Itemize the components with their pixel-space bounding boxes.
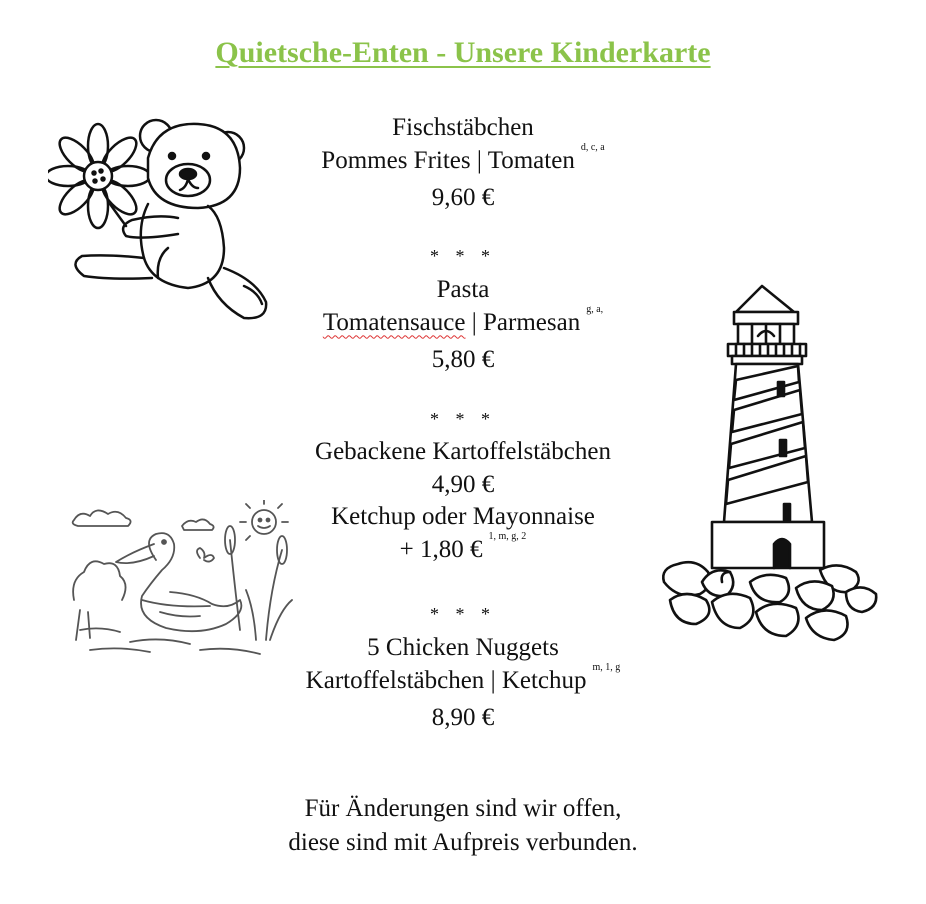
allergen-codes: g, a, (586, 303, 604, 315)
menu-item (0, 112, 926, 215)
item-extra: Ketchup oder Mayonnaise (331, 503, 595, 530)
footer-line-2: diese sind mit Aufpreis verbunden. (288, 829, 638, 856)
side-a: Tomatensauce (322, 308, 466, 336)
item-price: 4,90 € (431, 470, 495, 498)
footer-note (0, 792, 926, 860)
menu-item (0, 274, 926, 377)
side-b: Ketchup (501, 666, 587, 694)
item-name: Pasta (436, 276, 490, 303)
allergen-codes: m, 1, g (592, 661, 621, 673)
allergen-codes: d, c, a (580, 141, 605, 153)
side-a: Kartoffelstäbchen (305, 666, 485, 694)
item-sides (0, 661, 926, 703)
item-sides (0, 303, 926, 345)
menu-item (0, 632, 926, 735)
item-extra-price: + 1,80 € (399, 535, 483, 563)
menu-item (0, 436, 926, 571)
item-name: Gebackene Kartoffelstäbchen (315, 438, 611, 465)
item-name: Fischstäbchen (392, 114, 534, 141)
footer-line-1: Für Änderungen sind wir offen, (304, 795, 622, 822)
separator: * * * (430, 246, 496, 266)
separator: * * * (430, 409, 496, 429)
side-b: Parmesan (483, 308, 581, 336)
divider: | (476, 146, 482, 174)
item-price: 9,60 € (431, 184, 495, 211)
item-price: 8,90 € (431, 704, 495, 731)
item-price: 5,80 € (431, 346, 495, 373)
separator: * * * (430, 604, 496, 624)
item-name: 5 Chicken Nuggets (367, 634, 559, 661)
divider: | (471, 308, 477, 336)
menu-title: Quietsche-Enten - Unsere Kinderkarte (215, 36, 711, 69)
item-extra-price-row (0, 530, 926, 572)
allergen-codes: 1, m, g, 2 (488, 530, 527, 542)
side-b: Tomaten (487, 146, 575, 174)
divider: | (490, 666, 496, 694)
side-a: Pommes Frites (321, 146, 471, 174)
item-sides (0, 141, 926, 183)
